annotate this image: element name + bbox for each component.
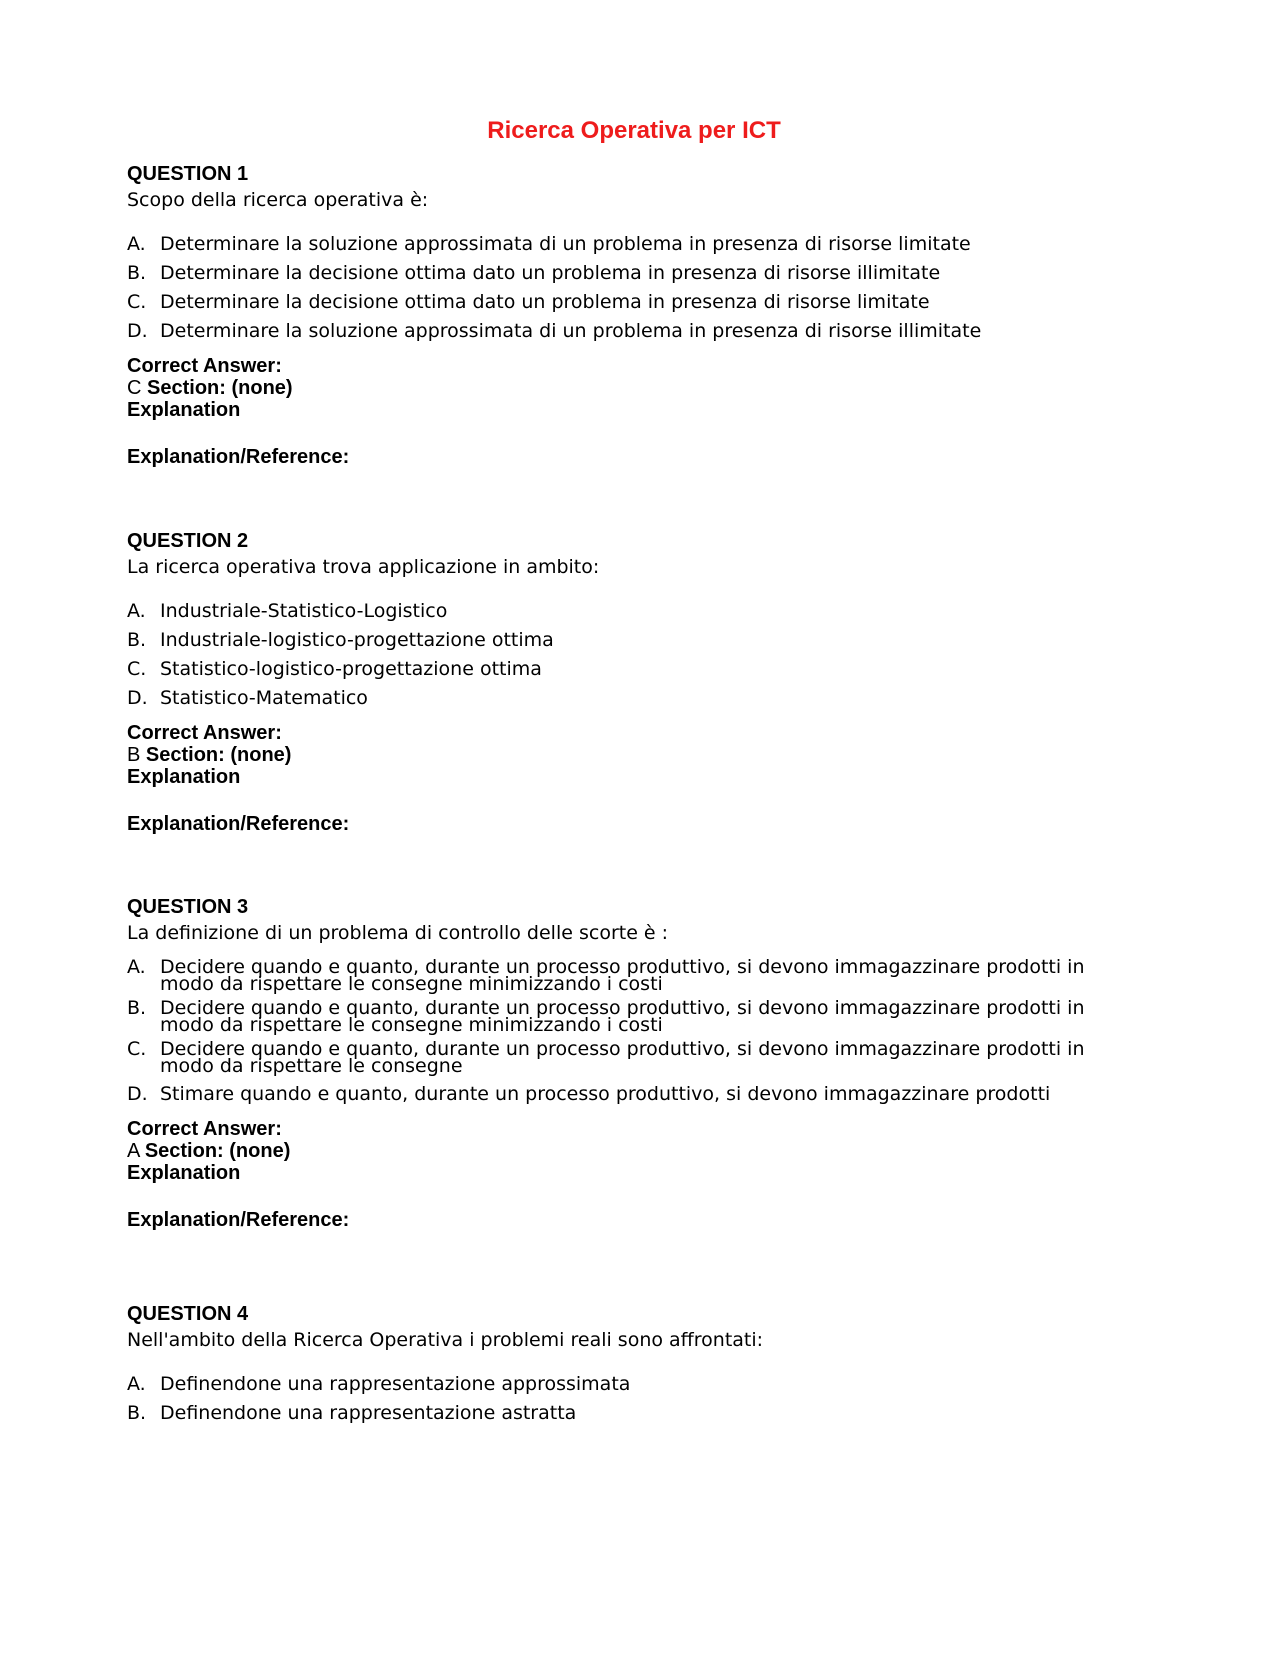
option-list [127,232,1127,343]
question-text: La ricerca operativa trova applicazione in ambito: [127,556,600,578]
option-item [127,261,1127,285]
option-letter: D. [127,320,148,342]
option-list [127,599,1127,710]
question-heading: QUESTION 2 [127,530,249,552]
explanation-label: Explanation [127,1162,241,1184]
option-text: Determinare la soluzione approssimata di un problema in presenza di risorse limitate [160,233,971,255]
option-text: Determinare la decisione ottima dato un problema in presenza di risorse limitate [160,291,930,313]
option-item [127,1401,1127,1425]
option-item [127,290,1127,314]
option-text: Definendone una rappresentazione astratta [160,1402,577,1424]
question-heading: QUESTION 1 [127,163,249,185]
explanation-reference-label: Explanation/Reference: [127,813,350,835]
answer-block [127,722,1127,788]
section-label: Section: (none) [145,744,292,766]
question-text: La definizione di un problema di controllo delle scorte è : [127,922,669,944]
option-text: Definendone una rappresentazione approssimata [160,1373,631,1395]
option-item [127,956,1127,995]
option-text: Decidere quando e quanto, durante un processo produttivo, si devono immagazzinare prodotti in modo da rispettare le consegne minimizzando i costi [160,956,1085,995]
question-heading: QUESTION 3 [127,896,249,918]
option-item [127,1082,1127,1106]
question-heading: QUESTION 4 [127,1303,249,1325]
correct-answer-value: C [127,377,142,399]
option-letter: B. [127,997,147,1019]
option-item [127,232,1127,256]
option-list [127,1372,1127,1425]
option-letter: D. [127,1083,148,1105]
option-letter: C. [127,291,147,313]
answer-block [127,1118,1127,1184]
option-text: Industriale-Statistico-Logistico [160,600,448,622]
option-list [127,956,1127,1106]
option-item [127,1038,1127,1077]
option-text: Determinare la soluzione approssimata di un problema in presenza di risorse illimitate [160,320,982,342]
document-title: Ricerca Operativa per ICT [487,117,781,144]
option-text: Decidere quando e quanto, durante un processo produttivo, si devono immagazzinare prodotti in modo da rispettare le consegne [160,1038,1085,1077]
option-item [127,657,1127,681]
correct-answer-value: A [127,1140,140,1162]
correct-answer-value: B [127,744,141,766]
option-letter: A. [127,600,146,622]
correct-answer-label: Correct Answer: [127,355,282,377]
correct-answer-label: Correct Answer: [127,1118,282,1140]
explanation-reference-label: Explanation/Reference: [127,446,350,468]
option-text: Decidere quando e quanto, durante un processo produttivo, si devono immagazzinare prodotti in modo da rispettare le consegne minimizzando i costi [160,997,1085,1036]
option-text: Statistico-logistico-progettazione ottima [160,658,542,680]
question-block [127,162,1127,468]
option-item [127,599,1127,623]
option-item [127,686,1127,710]
explanation-label: Explanation [127,399,241,421]
option-letter: A. [127,956,146,978]
option-letter: C. [127,1038,147,1060]
option-letter: C. [127,658,147,680]
option-item [127,1372,1127,1396]
option-item [127,319,1127,343]
answer-block [127,355,1127,421]
question-text: Nell'ambito della Ricerca Operativa i problemi reali sono affrontati: [127,1329,764,1351]
option-item [127,997,1127,1036]
explanation-reference-label: Explanation/Reference: [127,1209,350,1231]
question-block [127,895,1127,1231]
section-label: Section: (none) [144,1140,291,1162]
option-letter: D. [127,687,148,709]
option-letter: B. [127,262,147,284]
option-item [127,628,1127,652]
option-letter: A. [127,233,146,255]
question-block [127,1302,1127,1430]
option-text: Stimare quando e quanto, durante un processo produttivo, si devono immagazzinare prodotti [160,1083,1051,1105]
question-block [127,529,1127,835]
explanation-label: Explanation [127,766,241,788]
option-letter: B. [127,1402,147,1424]
option-letter: A. [127,1373,146,1395]
option-letter: B. [127,629,147,651]
section-label: Section: (none) [147,377,293,399]
option-text: Industriale-logistico-progettazione ottima [160,629,554,651]
question-text: Scopo della ricerca operativa è: [127,189,429,211]
correct-answer-label: Correct Answer: [127,722,282,744]
option-text: Determinare la decisione ottima dato un problema in presenza di risorse illimitate [160,262,941,284]
option-text: Statistico-Matematico [160,687,368,709]
